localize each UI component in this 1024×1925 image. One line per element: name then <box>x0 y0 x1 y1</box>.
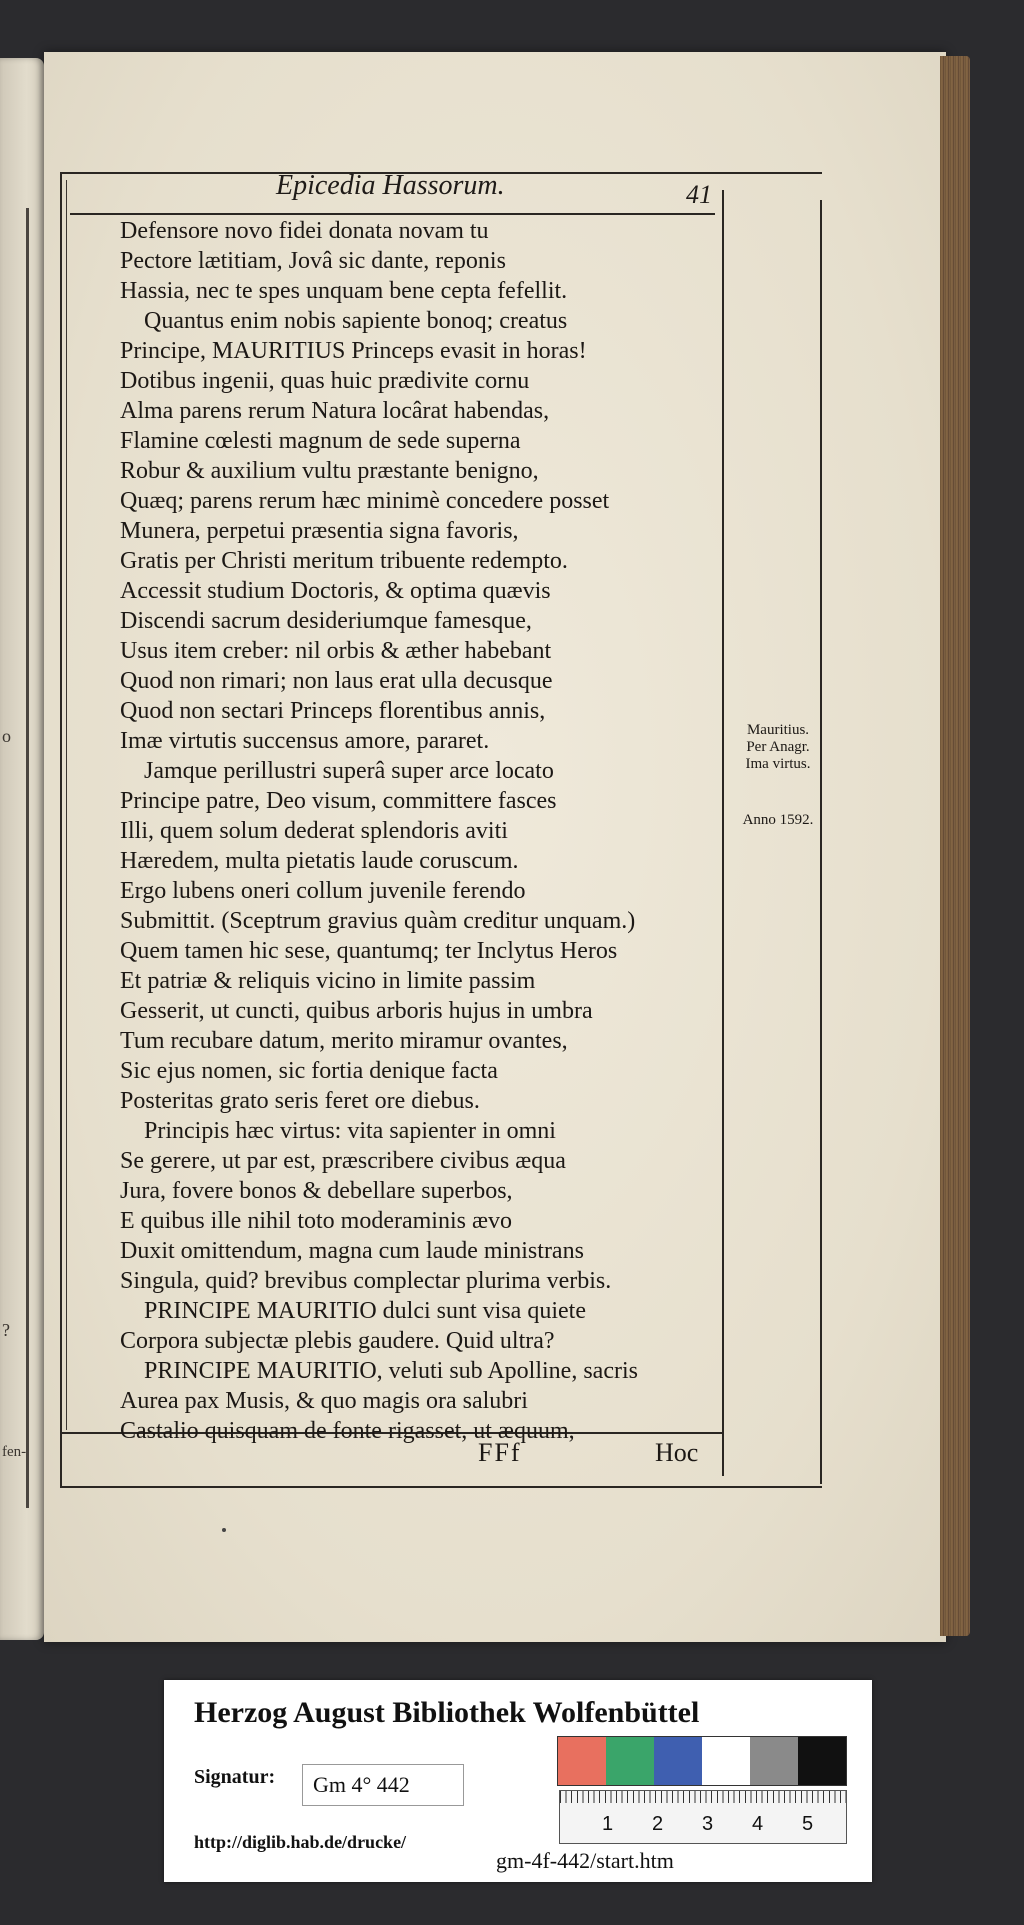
poem-line: Hæredem, multa pietatis laude coruscum. <box>120 848 519 874</box>
poem-text <box>120 216 720 1446</box>
signatur-label: Signatur: <box>194 1766 276 1788</box>
poem-line: Defensore novo fidei donata novam tu <box>120 218 489 244</box>
poem-line: Jura, fovere bonos & debellare superbos, <box>120 1178 513 1204</box>
poem-line: Ergo lubens oneri collum juvenile ferendo <box>120 878 526 904</box>
library-card <box>164 1680 872 1882</box>
ruler-number: 3 <box>702 1813 714 1835</box>
color-patch <box>702 1737 750 1785</box>
poem-line: Submittit. (Sceptrum gravius quàm creditur unquam.) <box>120 908 636 934</box>
digital-library-url-path[interactable]: gm-4f-442/start.htm <box>492 1848 678 1874</box>
poem-line: Hassia, nec te spes unquam bene cepta fefellit. <box>120 278 568 304</box>
poem-line: Imæ virtutis succensus amore, pararet. <box>120 728 490 754</box>
poem-line: Tum recubare datum, merito miramur ovantes, <box>120 1028 568 1054</box>
signatur-value: Gm 4° 442 <box>302 1764 464 1806</box>
poem-line: Dotibus ingenii, quas huic prædivite cornu <box>120 368 530 394</box>
poem-line: Gratis per Christi meritum tribuente redempto. <box>120 548 568 574</box>
poem-line: Accessit studium Doctoris, & optima quævis <box>120 578 551 604</box>
poem-line: Singula, quid? brevibus complectar plurima verbis. <box>120 1268 612 1294</box>
poem-line: Sic ejus nomen, sic fortia denique facta <box>120 1058 498 1084</box>
marginal-note-line: Ima virtus. <box>745 756 811 772</box>
poem-line: Quæq; parens rerum hæc minimè concedere posset <box>120 488 610 514</box>
ruler-number: 1 <box>602 1813 614 1835</box>
poem-line: Munera, perpetui præsentia signa favoris, <box>120 518 519 544</box>
ruler-number: 4 <box>752 1813 764 1835</box>
poem-line: Castalio quisquam de fonte rigasset, ut æquum, <box>120 1418 575 1444</box>
color-patch <box>606 1737 654 1785</box>
color-patch <box>750 1737 798 1785</box>
poem-line: Quantus enim nobis sapiente bonoq; creatus <box>144 308 568 334</box>
previous-page-edge <box>0 58 44 1640</box>
previous-page-rule <box>26 208 29 1508</box>
marginal-note <box>728 722 828 773</box>
poem-line: Corpora subjectæ plebis gaudere. Quid ultra? <box>120 1328 555 1354</box>
page-number: 41 <box>686 180 712 209</box>
poem-line: E quibus ille nihil toto moderaminis ævo <box>120 1208 512 1234</box>
poem-line: Quod non rimari; non laus erat ulla decusque <box>120 668 553 694</box>
poem-line: Robur & auxilium vultu præstante benigno, <box>120 458 539 484</box>
header-rule <box>70 213 715 215</box>
catchword: Hoc <box>655 1438 699 1467</box>
previous-page-fragment: ? <box>2 1320 10 1340</box>
poem-line: Discendi sacrum desideriumque famesque, <box>120 608 532 634</box>
poem-line: Principis hæc virtus: vita sapienter in omni <box>144 1118 556 1144</box>
poem-line: Principe, MAURITIUS Princeps evasit in horas! <box>120 338 587 364</box>
poem-line: Pectore lætitiam, Jovâ sic dante, reponis <box>120 248 506 274</box>
margin-column-rule <box>722 190 724 1476</box>
color-calibration-bar <box>557 1736 847 1786</box>
poem-line: Duxit omittendum, magna cum laude ministrans <box>120 1238 584 1264</box>
poem-line: Et patriæ & reliquis vicino in limite passim <box>120 968 536 994</box>
library-name: Herzog August Bibliothek Wolfenbüttel <box>194 1696 700 1729</box>
poem-line: Gesserit, ut cuncti, quibus arboris hujus in umbra <box>120 998 593 1024</box>
color-patch <box>558 1737 606 1785</box>
digital-library-url[interactable]: http://diglib.hab.de/drucke/ <box>194 1832 407 1852</box>
poem-line: Illi, quem solum dederat splendoris aviti <box>120 818 508 844</box>
marginal-note-line: Mauritius. <box>746 722 810 738</box>
color-patch <box>654 1737 702 1785</box>
poem-line: Posteritas grato seris feret ore diebus. <box>120 1088 480 1114</box>
scale-ruler <box>559 1790 847 1844</box>
poem-line: Usus item creber: nil orbis & æther habebant <box>120 638 552 664</box>
signature-mark: FFf <box>478 1438 522 1467</box>
poem-line: PRINCIPE MAURITIO dulci sunt visa quiete <box>144 1298 586 1324</box>
ink-spot <box>222 1528 226 1532</box>
poem-line: Se gerere, ut par est, præscribere civibus æqua <box>120 1148 566 1174</box>
ruler-number: 5 <box>802 1813 814 1835</box>
ruler-number: 2 <box>652 1813 664 1835</box>
poem-line: Flamine cœlesti magnum de sede superna <box>120 428 521 454</box>
poem-line: Quem tamen hic sese, quantumq; ter Inclytus Heros <box>120 938 618 964</box>
previous-page-fragment: o <box>2 726 11 746</box>
poem-line: Jamque perillustri superâ super arce locato <box>144 758 554 784</box>
poem-line: PRINCIPE MAURITIO, veluti sub Apolline, sacris <box>144 1358 638 1384</box>
running-title: Epicedia Hassorum. <box>276 170 505 201</box>
poem-line: Quod non sectari Princeps florentibus annis, <box>120 698 546 724</box>
poem-line: Principe patre, Deo visum, committere fasces <box>120 788 557 814</box>
inner-frame-rule <box>66 180 67 1430</box>
poem-line: Aurea pax Musis, & quo magis ora salubri <box>120 1388 528 1414</box>
color-patch <box>798 1737 846 1785</box>
poem-line: Alma parens rerum Natura locârat habendas, <box>120 398 550 424</box>
page-frame-right <box>820 200 822 1484</box>
previous-page-fragment: fen- <box>2 1444 27 1460</box>
page-block-edge <box>940 56 970 1636</box>
marginal-note-line: Per Anagr. <box>746 739 810 755</box>
marginal-year: Anno 1592. <box>742 812 814 828</box>
